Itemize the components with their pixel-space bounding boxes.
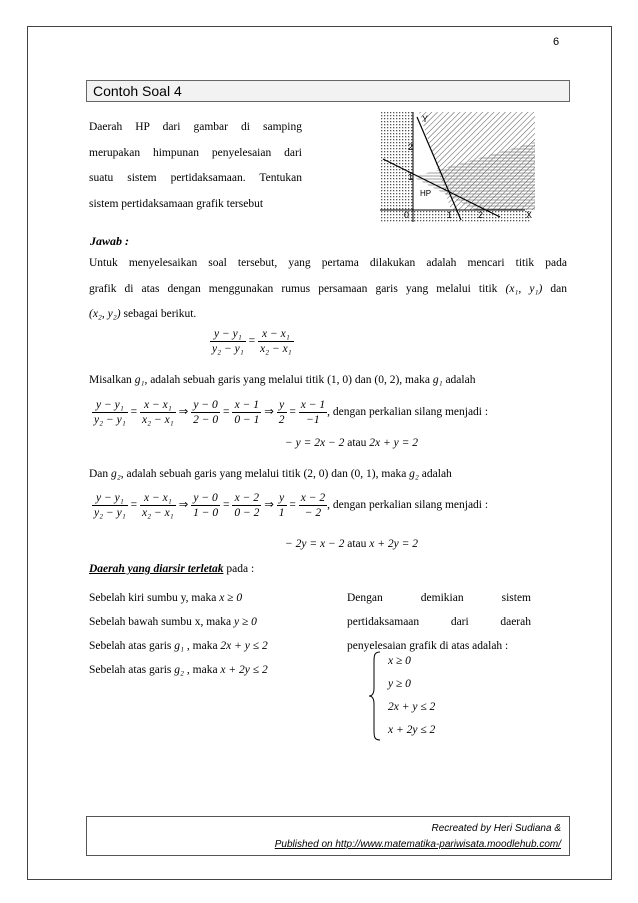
- fraction: [191, 492, 220, 519]
- fraction-numerator: y − y₁: [92, 492, 128, 506]
- fraction-denominator: y₂ − y₁: [94, 414, 126, 426]
- hp-label: HP: [420, 189, 432, 198]
- fraction-numerator: x − x₁: [258, 328, 294, 342]
- fraction: [140, 399, 176, 426]
- fraction-numerator: x − x₁: [140, 399, 176, 413]
- fraction: [92, 399, 128, 426]
- intro-line: sistem pertidaksamaan grafik tersebut: [89, 197, 264, 210]
- fraction-numerator: x − 2: [232, 492, 261, 506]
- condition-item: Sebelah atas garis g₂ , maka x + 2y ≤ 2: [89, 664, 268, 676]
- y-tick-2: 2: [408, 142, 414, 152]
- inequality-system: [388, 650, 435, 742]
- x-axis-label: X: [526, 210, 533, 220]
- fraction: [277, 492, 287, 519]
- conclusion-line: Dengan demikian sistem: [347, 592, 531, 604]
- g2-result: − 2y = x − 2 atau x + 2y = 2: [285, 538, 419, 550]
- fraction-denominator: x₂ − x₁: [141, 507, 174, 519]
- explanation: [89, 251, 567, 328]
- g2-derivation: $\frac{\text{y − y₁}}{\text{y₂ − y₁}}$ = $\frac{\text{x − x₁}}{\text{x₂ − x₁}}$ ⇒ $\frac{y - 0}{1 - 0}$ = $\frac{x - 2}{0 - 2}$ ⇒ $\frac{y}{1}$ = $\frac{x - 2}{- 2}$ , dengan perkalian silang menjadi :: [94, 492, 489, 519]
- point-2: (x₂, y₂): [89, 308, 121, 320]
- y-tick-1: 1: [408, 172, 414, 182]
- x-tick-2: 2: [478, 210, 484, 220]
- g1-intro: Misalkan g₁, adalah sebuah garis yang melalui titik (1, 0) dan (0, 2), maka g₁ adalah: [89, 374, 476, 386]
- conclusion-line: penyelesaian grafik di atas adalah :: [347, 640, 509, 652]
- condition-item: Sebelah bawah sumbu x, maka y ≥ 0: [89, 616, 257, 628]
- page-number: 6: [553, 36, 560, 48]
- fraction: [191, 399, 220, 426]
- fraction-denominator: −1: [306, 414, 320, 426]
- fraction-denominator: y₂ − y₁: [212, 343, 244, 355]
- intro-line: suatu sistem pertidaksamaan. Tentukan: [89, 172, 302, 184]
- fraction-numerator: x − 1: [232, 399, 261, 413]
- fraction-numerator: x − x₁: [140, 492, 176, 506]
- fraction-denominator: 0 − 2: [234, 507, 260, 519]
- fraction: [140, 492, 176, 519]
- explain-line-1: Untuk menyelesaikan soal tersebut, yang pertama dilakukan adalah mencari titik pada: [89, 257, 567, 269]
- intro-line: Daerah HP dari gambar di samping: [89, 121, 302, 133]
- system-brace: [368, 650, 382, 742]
- fraction-numerator: y: [277, 492, 287, 506]
- conclusion-text: [347, 586, 531, 658]
- footer-link[interactable]: Published on http://www.matematika-pariwisata.moodlehub.com/: [274, 839, 561, 850]
- shade-left-region: [380, 112, 413, 210]
- g1-derivation: $\frac{\text{y − y₁}}{\text{y₂ − y₁}}$ = $\frac{\text{x − x₁}}{\text{x₂ − x₁}}$ ⇒ $\frac{y - 0}{2 - 0}$ = $\frac{x - 1}{0 - 1}$ ⇒ $\frac{y}{2}$ = $\frac{x - 1}{-1}$ , dengan perkalian silang menjadi :: [94, 399, 489, 426]
- fraction-numerator: y: [277, 399, 287, 413]
- title-box: [86, 80, 570, 102]
- point-1: (x₁, y₁): [505, 282, 543, 295]
- fraction-denominator: 1: [278, 507, 285, 519]
- explain-line-3: (x₂, y₂) sebagai berikut.: [89, 308, 197, 320]
- condition-item: Sebelah atas garis g₁ , maka 2x + y ≤ 2: [89, 640, 268, 652]
- fraction-denominator: x₂ − x₁: [259, 343, 292, 355]
- fraction-numerator: x − 1: [300, 399, 326, 411]
- g2-intro: Dan g₂, adalah sebuah garis yang melalui titik (2, 0) dan (0, 1), maka g₂ adalah: [89, 468, 452, 480]
- fraction-denominator: y₂ − y₁: [94, 507, 126, 519]
- fraction-numerator: y − y₁: [92, 399, 128, 413]
- y-axis-label: Y: [422, 114, 429, 124]
- fraction-denominator: 1 − 0: [193, 507, 219, 519]
- line-formula: $\frac{\text{y − y₁}}{\text{y₂ − y₁}}$ = $\frac{\text{x − x₁}}{\text{x₂ − x₁}}$: [212, 328, 292, 355]
- footer-credit: Recreated by Heri Sudiana &: [431, 823, 561, 834]
- fraction-denominator: 2: [278, 414, 285, 426]
- x-tick-1: 1: [447, 210, 453, 220]
- origin-label: 0: [404, 210, 410, 220]
- solution-graph: [375, 112, 540, 224]
- explain-line-2: grafik di atas dengan menggunakan rumus persamaan garis yang melalui titik (x₁, y₁) dan: [89, 282, 567, 295]
- system-line: y ≥ 0: [388, 678, 411, 690]
- fraction: [299, 399, 327, 426]
- condition-item: Sebelah kiri sumbu y, maka x ≥ 0: [89, 592, 243, 604]
- jawab-label: Jawab :: [90, 234, 129, 248]
- system-line: x ≥ 0: [388, 655, 411, 667]
- conclusion-line: pertidaksamaan dari daerah: [347, 616, 531, 628]
- fraction-numerator: x − 2: [300, 492, 326, 504]
- fraction-numerator: y − 0: [191, 399, 220, 413]
- fraction-numerator: y − 0: [191, 492, 220, 506]
- fraction: [232, 492, 261, 519]
- fraction-denominator: x₂ − x₁: [141, 414, 174, 426]
- g1-result: − y = 2x − 2 atau 2x + y = 2: [285, 437, 419, 449]
- fraction: [232, 399, 261, 426]
- fraction: [277, 399, 287, 426]
- intro-paragraph: [89, 115, 302, 217]
- fraction: [92, 492, 128, 519]
- fraction: [299, 492, 327, 519]
- fraction-denominator: 0 − 1: [234, 414, 260, 426]
- conditions-list: [89, 586, 334, 682]
- intro-line: merupakan himpunan penyelesaian dari: [89, 146, 302, 159]
- shaded-heading: Daerah yang diarsir terletak pada :: [89, 563, 255, 575]
- fraction: [258, 328, 294, 355]
- fraction-denominator: − 2: [304, 507, 322, 519]
- footer-box: [86, 816, 570, 856]
- system-line: x + 2y ≤ 2: [388, 724, 436, 736]
- fraction: [210, 328, 246, 355]
- system-line: 2x + y ≤ 2: [388, 701, 436, 713]
- section-title: Contoh Soal 4: [93, 83, 182, 99]
- fraction-numerator: y − y₁: [210, 328, 246, 342]
- shade-bottom-region: [380, 210, 533, 222]
- fraction-denominator: 2 − 0: [193, 414, 219, 426]
